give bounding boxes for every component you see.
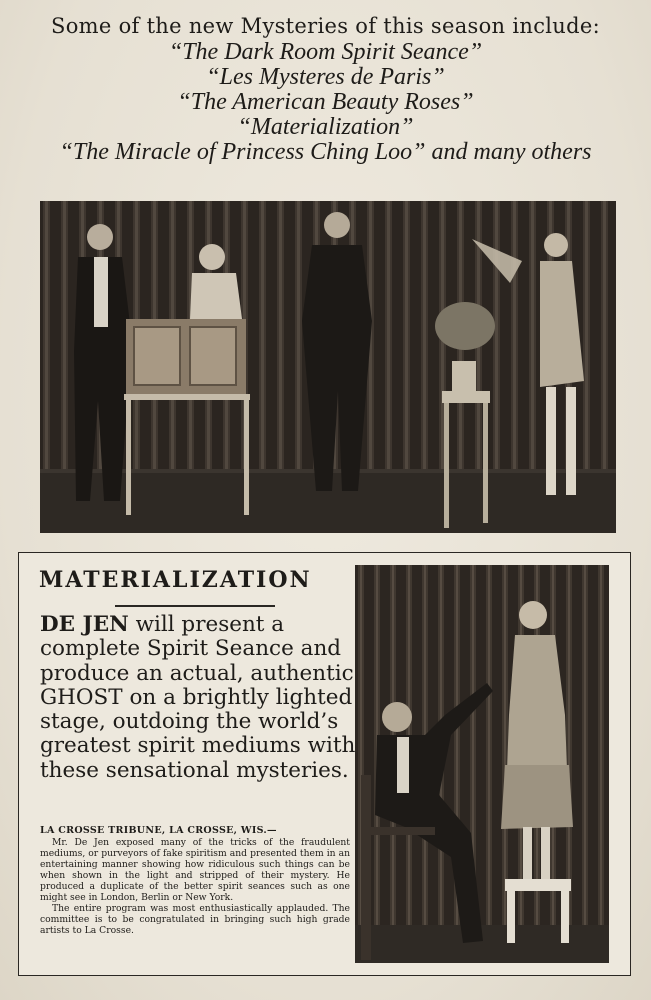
newspaper-source: LA CROSSE TRIBUNE, LA CROSSE, WIS.— <box>40 825 277 836</box>
performer-name: DE JEN <box>40 612 129 637</box>
mystery-title-2: “Les Mysteres de Paris” <box>206 64 445 90</box>
panel-body-text: will present a complete Spirit Seance and produce an actual, authentic GHOST on a brightly lighted stage, outdoing the world’s greatest spirit mediums with these sensational mysteries. <box>40 612 356 783</box>
article-paragraph-1: Mr. De Jen exposed many of the tricks of the fraudulent mediums, or purveyors of fake spiritism and presented them in an entertaining manner showing how ridiculous such things can be when shown in the light and stripped of their mystery. He produced a duplicate of the better spirit seances such as one might see in London, Berlin or New York. <box>40 837 350 903</box>
article-paragraph-2: The entire program was most enthusiastically applauded. The committee is to be congratulated in bringing such high grade artists to La Crosse. <box>40 903 350 936</box>
stage-group-photo <box>40 201 616 533</box>
mystery-title-4: “Materialization” <box>237 114 414 140</box>
mystery-title-1: “The Dark Room Spirit Seance” <box>168 39 483 65</box>
mystery-title-5-name: “The Miracle of Princess Ching Loo” <box>59 139 426 165</box>
mystery-title-3: “The American Beauty Roses” <box>177 89 474 115</box>
ghost-photo <box>355 565 609 963</box>
newspaper-article <box>40 837 350 936</box>
panel-body <box>40 613 360 783</box>
header-lead: Some of the new Mysteries of this season include: <box>51 14 600 38</box>
mystery-title-5 <box>0 140 651 165</box>
ghost-photo-art <box>355 565 609 963</box>
stage-group-photo-art <box>40 201 616 533</box>
page-header <box>0 14 651 165</box>
panel-heading: MATERIALIZATION <box>39 567 312 593</box>
heading-divider <box>115 605 275 607</box>
mystery-title-5-suffix: and many others <box>425 139 592 165</box>
